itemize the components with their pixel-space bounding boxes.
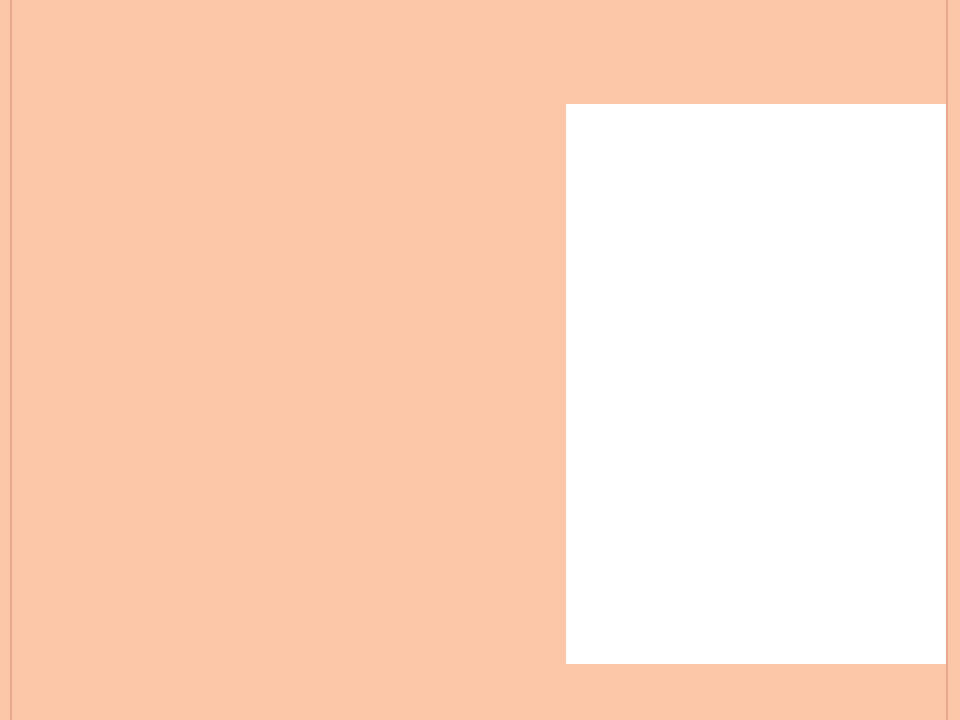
- frame-line-left: [10, 0, 12, 720]
- frame-line-right: [946, 0, 948, 720]
- flow-diagram-panel: [566, 104, 946, 664]
- flow-diagram: [566, 104, 946, 664]
